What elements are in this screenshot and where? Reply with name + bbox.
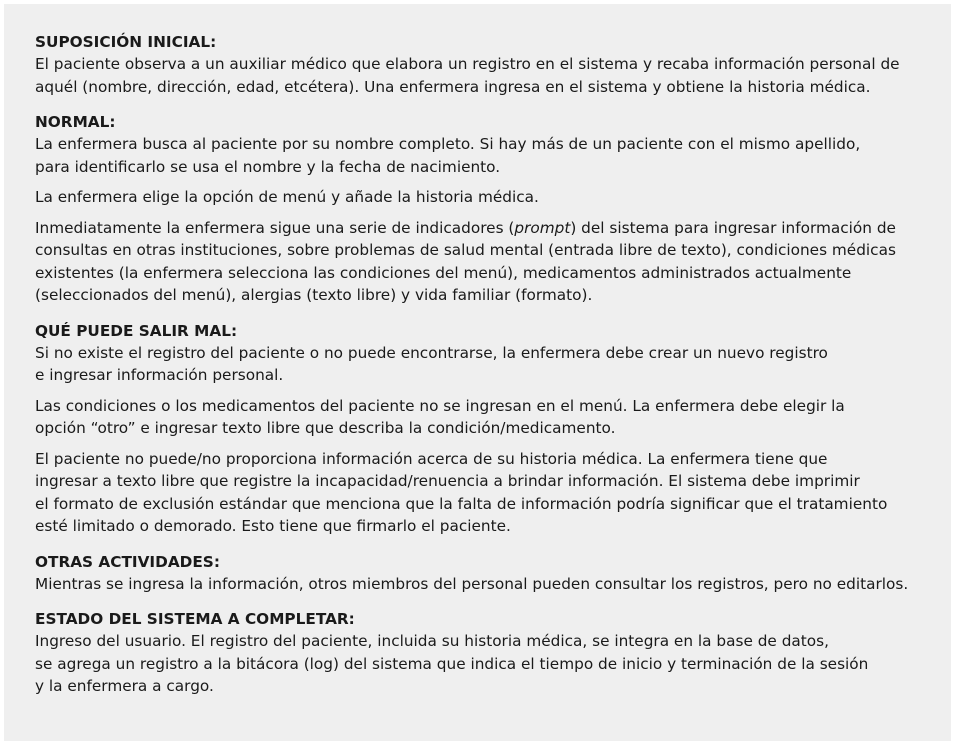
text-line: La enfermera busca al paciente por su nombre completo. Si hay más de un paciente con el mismo apellido, xyxy=(35,135,861,153)
section-what-can-go-wrong xyxy=(35,320,951,538)
text-fragment: Inmediatamente la enfermera sigue una serie de indicadores ( xyxy=(35,218,515,237)
text-line: consultas en otras instituciones, sobre problemas de salud mental (entrada libre de texto), condiciones médicas xyxy=(35,241,896,259)
text-line: Si no existe el registro del paciente o no puede encontrarse, la enfermera debe crear un nuevo registro xyxy=(35,343,828,362)
text-line: esté limitado o demorado. Esto tiene que firmarlo el paciente. xyxy=(35,517,511,535)
text-line: ingresar a texto libre que registre la incapacidad/renuencia a brindar información. El sistema debe imprimir xyxy=(35,472,860,490)
text-line: para identificarlo se usa el nombre y la fecha de nacimiento. xyxy=(35,157,501,176)
text-line: El paciente no puede/no proporciona información acerca de su historia médica. La enfermera tiene que xyxy=(35,449,828,468)
text-line: Las condiciones o los medicamentos del paciente no se ingresan en el menú. La enfermera debe elegir la xyxy=(35,396,845,415)
section-heading: SUPOSICIÓN INICIAL: xyxy=(35,33,217,51)
use-case-document xyxy=(4,4,951,741)
paragraph xyxy=(35,573,951,596)
text-line: La enfermera elige la opción de menú y añade la historia médica. xyxy=(35,188,539,206)
text-line: se agrega un registro a la bitácora (log) del sistema que indica el tiempo de inicio y terminación de la sesión xyxy=(35,654,869,673)
section-normal xyxy=(35,111,951,307)
section-other-activities xyxy=(35,551,951,596)
text-line: aquél (nombre, dirección, edad, etcétera). Una enfermera ingresa en el sistema y obtiene la historia médica. xyxy=(35,77,871,96)
paragraph xyxy=(35,448,951,538)
section-heading: QUÉ PUEDE SALIR MAL: xyxy=(35,321,238,340)
text-line: opción “otro” e ingresar texto libre que describa la condición/medicamento. xyxy=(35,419,616,437)
section-heading: NORMAL: xyxy=(35,113,116,131)
section-initial-assumption xyxy=(35,31,951,98)
text-fragment: ) del sistema para ingresar información de xyxy=(570,218,896,237)
paragraph xyxy=(35,186,951,209)
paragraph xyxy=(35,395,951,440)
italic-term: prompt xyxy=(514,218,571,237)
paragraph xyxy=(35,133,951,178)
paragraph xyxy=(35,342,951,387)
text-line: Mientras se ingresa la información, otros miembros del personal pueden consultar los registros, pero no editarlos. xyxy=(35,574,909,593)
paragraph xyxy=(35,53,951,98)
text-line: (seleccionados del menú), alergias (texto libre) y vida familiar (formato). xyxy=(35,286,593,304)
text-line: El paciente observa a un auxiliar médico que elabora un registro en el sistema y recaba información personal de xyxy=(35,55,900,73)
text-line: existentes (la enfermera selecciona las condiciones del menú), medicamentos administrados actualmente xyxy=(35,263,852,282)
text-line: el formato de exclusión estándar que menciona que la falta de información podría significar que el tratamiento xyxy=(35,494,888,513)
section-system-state-on-completion xyxy=(35,608,951,698)
paragraph xyxy=(35,630,951,698)
text-line xyxy=(35,217,951,240)
paragraph-prompt xyxy=(35,217,951,307)
text-line: y la enfermera a cargo. xyxy=(35,677,214,695)
section-heading: OTRAS ACTIVIDADES: xyxy=(35,552,220,571)
text-line: e ingresar información personal. xyxy=(35,366,284,384)
text-line: Ingreso del usuario. El registro del paciente, incluida su historia médica, se integra en la base de datos, xyxy=(35,632,829,650)
section-heading: ESTADO DEL SISTEMA A COMPLETAR: xyxy=(35,610,355,628)
